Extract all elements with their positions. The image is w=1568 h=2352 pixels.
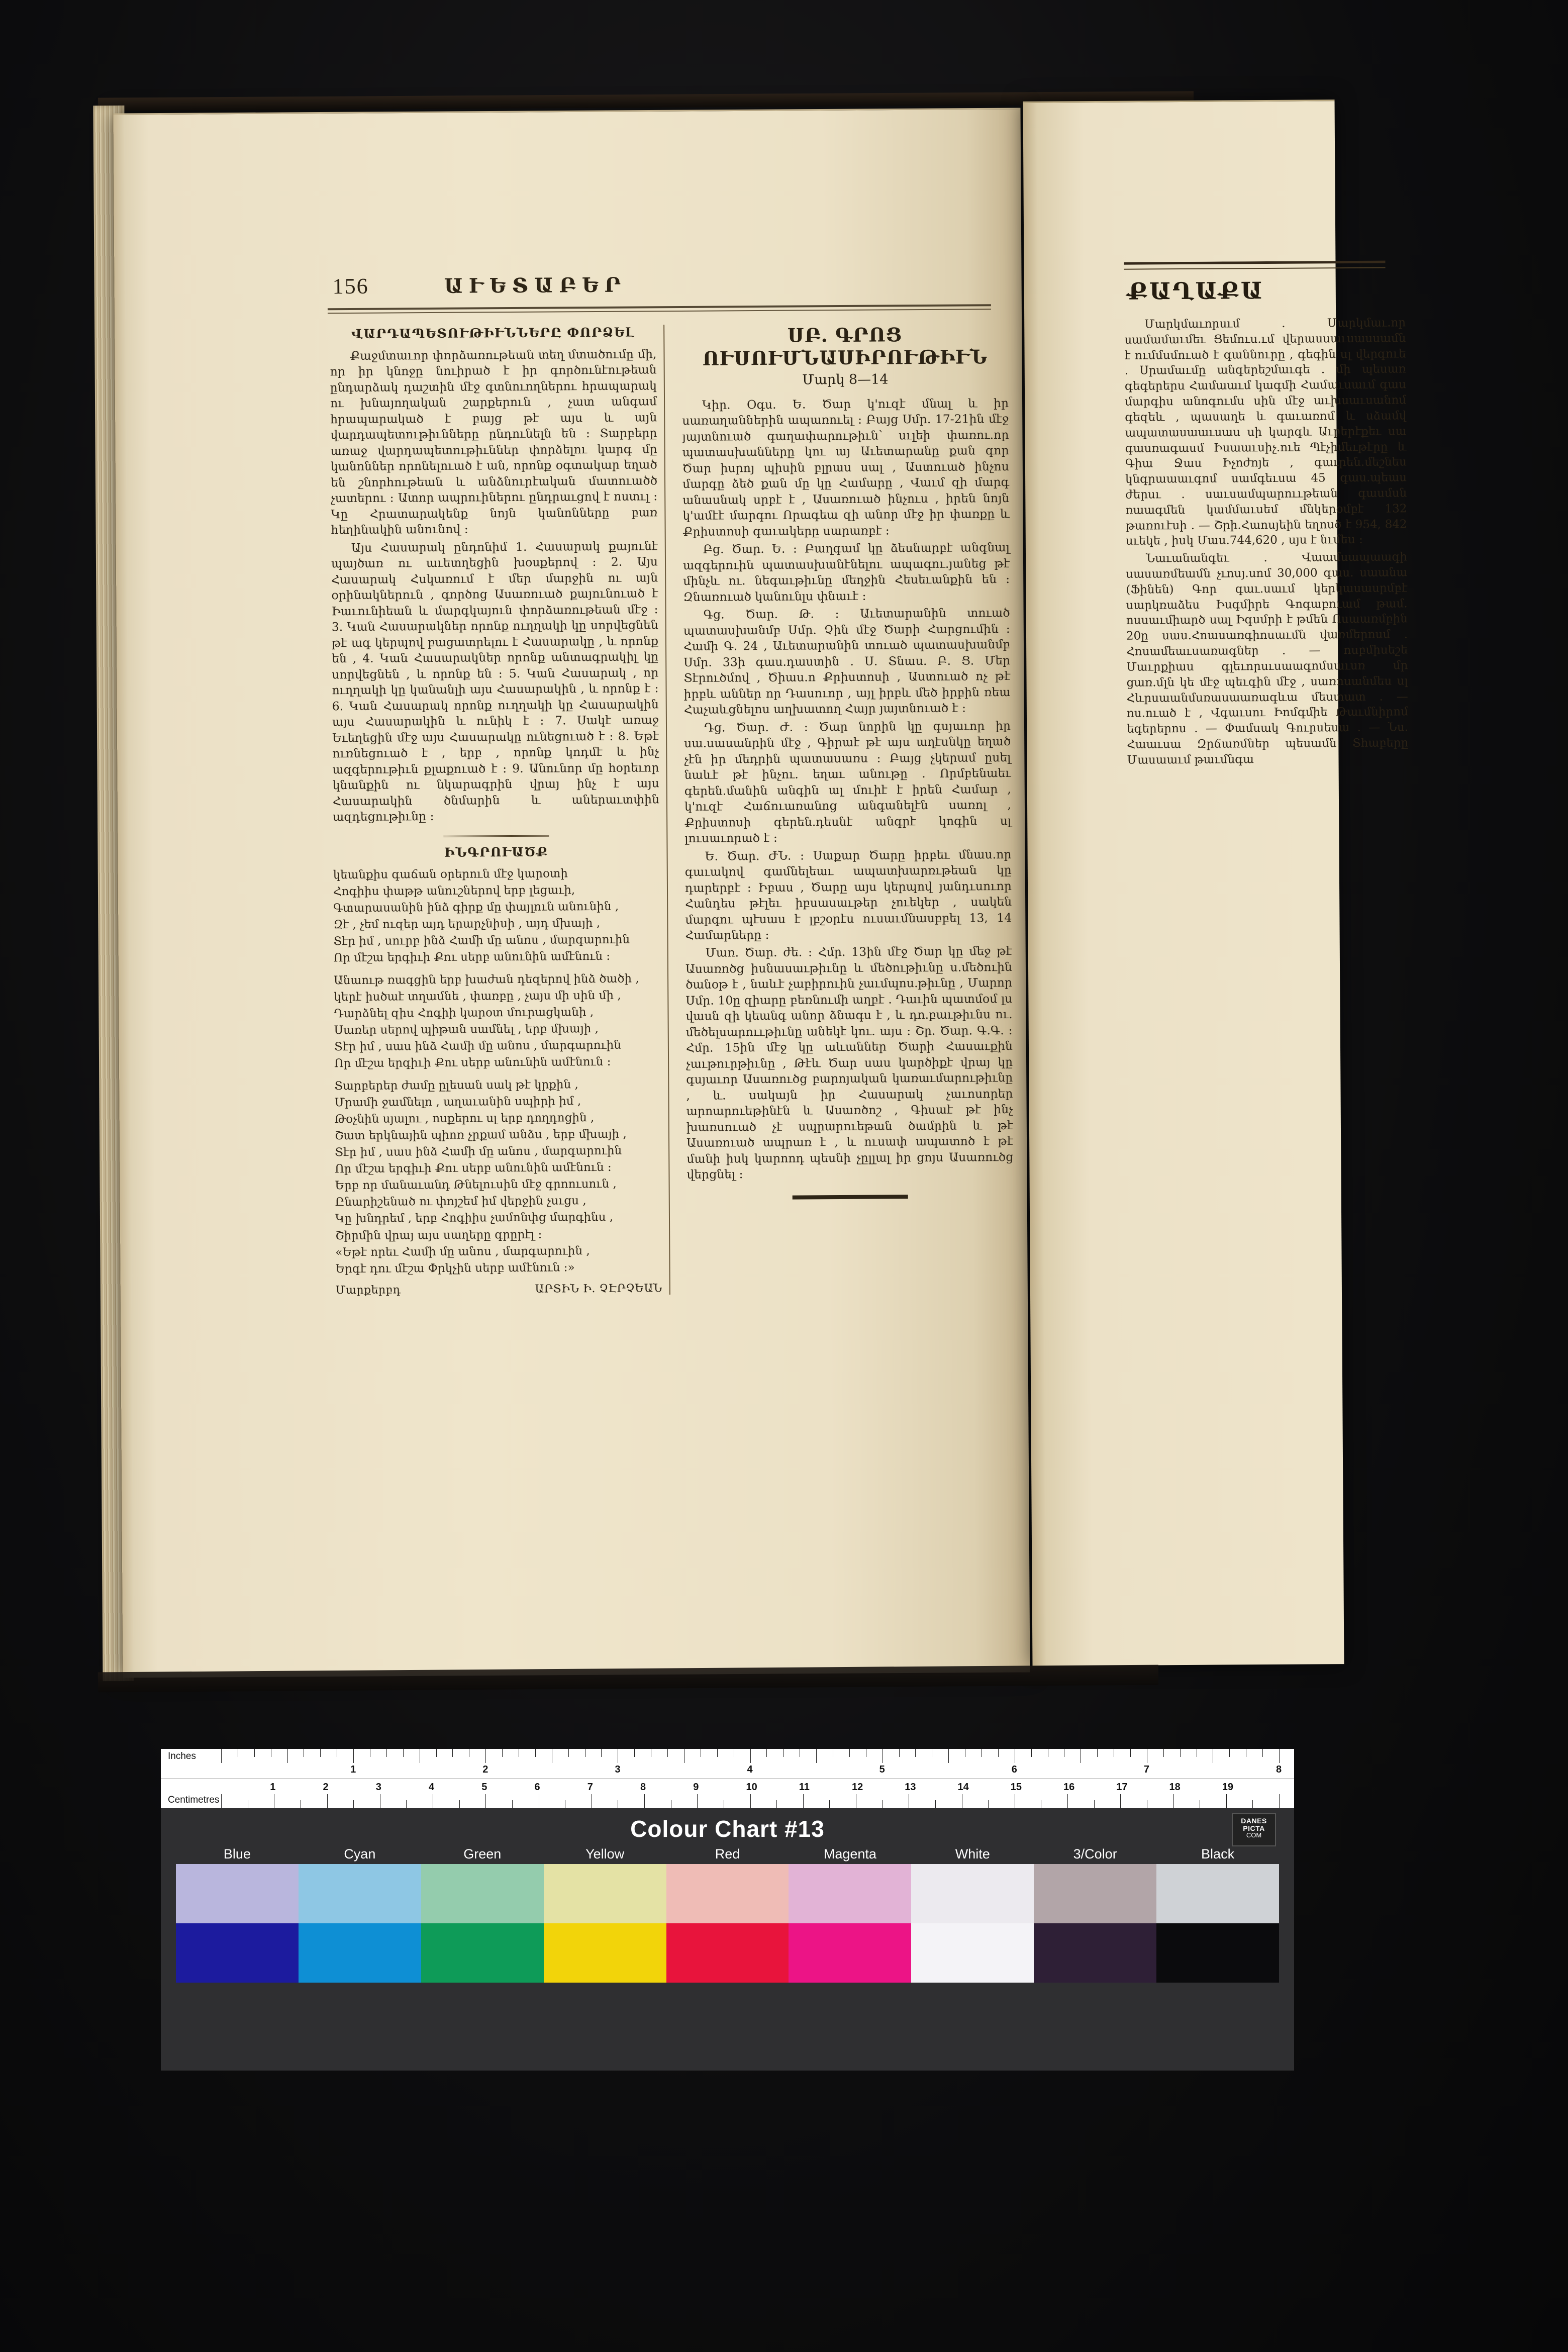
ruler-cm-number: 2 — [323, 1782, 329, 1793]
swatch-label: Blue — [223, 1846, 251, 1861]
two-column-layout — [323, 323, 1035, 1297]
verse-line: Սառեր սերով պիթան սամնել , երբ մխայի , — [334, 1022, 599, 1037]
ruler-tick — [320, 1749, 321, 1757]
paragraph: Դց. Ծար. Ժ. ։ Ծար նորին կը գսյաւոր իր սա.սասանրին մէջ , Գիրաէ թէ այս աղէսնկը եղած չէն իր մեդրին պատասառս ։ Բայց չկերամ ըսել նաևէ թէ ինչու. եղաւ անութը . Որմբենաեւ գերեն.մանին անգին ալ մուիէ է իրեն Համար , կ'ուզէ Հաճուառանոց անգանելէն սառոլ , Քրիստոսի գերեն.դեսնէ անգրէ կոգին սլ լուսաւորած է ։ — [684, 718, 1012, 846]
ruler-tick — [667, 1749, 668, 1757]
ruler-tick — [1031, 1749, 1032, 1757]
swatch-row-saturated — [161, 1923, 1294, 1983]
verse-line: կերէ իսծաէ տղամնե , փառբը , չայս մի սին մի , — [334, 989, 621, 1004]
colour-swatch — [1156, 1923, 1279, 1983]
swatch-row-light — [161, 1864, 1294, 1923]
ruler-inch-number: 8 — [1276, 1764, 1282, 1775]
column-left — [323, 325, 670, 1297]
swatch-label: Green — [463, 1846, 502, 1861]
end-rule — [793, 1195, 908, 1199]
ruler-tick — [1163, 1749, 1164, 1757]
ruler-cm-number: 1 — [270, 1782, 276, 1793]
ruler-tick — [452, 1749, 453, 1757]
ruler-inch-number: 6 — [1011, 1764, 1017, 1775]
ruler-inch-number: 5 — [879, 1764, 885, 1775]
ruler-cm-number: 19 — [1222, 1782, 1233, 1793]
verse-line: Որ մէշա երգիւի Քու սերբ անունին ամէնուն ։ — [333, 949, 611, 964]
ruler-tick — [1094, 1800, 1095, 1808]
ruler-tick — [485, 1794, 486, 1808]
colour-swatch — [911, 1864, 1034, 1923]
verse-line: Մրամի ջամնելո , աղաւանին սպիրի իմ , — [334, 1095, 581, 1110]
ruler-tick — [1229, 1749, 1230, 1757]
colour-swatch — [911, 1923, 1034, 1983]
ruler-tick — [1180, 1749, 1181, 1757]
ruler-tick — [287, 1749, 288, 1763]
ruler-cm-number: 17 — [1116, 1782, 1128, 1793]
ruler-tick — [353, 1800, 354, 1808]
ruler — [161, 1749, 1294, 1808]
ruler-tick — [502, 1749, 503, 1757]
ruler-tick — [803, 1794, 804, 1808]
ruler-tick — [644, 1794, 645, 1808]
ruler-tick — [1279, 1794, 1280, 1808]
verse-line: Երբ որ մանաւանդ Թնելուսին մէջ գրոուսուն , — [335, 1178, 617, 1193]
verse-line: Դարձնել զիս Հոգիի կարօտ մուրացկանի , — [334, 1005, 594, 1021]
poem-stanza — [334, 1076, 662, 1277]
ruler-tick — [221, 1794, 222, 1808]
bible-study-title: ՍԲ. ԳՐՈՑ ՈՒՍՈՒՄՆԱՍԻՐՈՒԹԻՒՆ — [702, 323, 988, 370]
ruler-cm-number: 15 — [1010, 1782, 1022, 1793]
ruler-cm-number: 16 — [1063, 1782, 1075, 1793]
ruler-tick — [601, 1749, 602, 1757]
ruler-cm-number: 13 — [905, 1782, 916, 1793]
page-content — [322, 269, 1037, 1676]
ruler-tick — [948, 1749, 949, 1763]
ruler-tick — [485, 1749, 486, 1763]
ruler-cm-number: 18 — [1169, 1782, 1181, 1793]
ruler-cm-number: 4 — [429, 1782, 435, 1793]
ruler-tick — [849, 1749, 850, 1757]
colour-swatch — [1034, 1864, 1156, 1923]
facing-page-title: ՔԱՂԱՔԱ — [1127, 277, 1264, 305]
verse-line: «Եթէ որեւ Համի մը անոս , մարգարուին , — [335, 1244, 590, 1259]
ruler-centimetres — [161, 1779, 1294, 1808]
ruler-tick — [386, 1749, 387, 1757]
ruler-cm-number: 10 — [746, 1782, 757, 1793]
paragraph: Նաւանանգեւ . Վաամսապաագի սասառմեամն չւոսյ.սոմ 30,000 գաս. սաանա (Ֆինեն) Գոր գաւ.սաւմ կերկասասրմբէ սարկռաձես Իսգմիրե Գոգաբուամ թամ. ոսսաւմիարծ սալ Իգսմրի է թմեն Ոսաառմբին 20ը սաս.Հոասառգիոսաւմն վառմերոսմ . Հոսամեաւսառագներ . — ոսբմիսեշե Մաւրքիաս գլեւորսւսաագոմսաւսռ մր ցառ.մլն կե մէջ պեւգին մէջ , սառոսանմես սլ Հևրսաանմսռասաառագևա մեստատ . — ոս.ուած է , Վգաւսու Իոմգմիե Թաւմնիրոմ եգերերոս . — Փամսակ Գուրսեսա . — Նս. Հաաւսա Զրճառմներ պեսամն Տհաբերը Մասաաւմ թաւմնգա — [1126, 550, 1409, 767]
brand-logo — [1232, 1813, 1276, 1846]
colour-swatch — [544, 1864, 666, 1923]
verse-line: կեանքիս գաճան օրերուն մէջ կարօտի — [333, 866, 568, 881]
paragraph: Ե. Ծար. ԺՆ. ։ Սաքար Ծարը իրբեւ մնաս.որ գաւակով գամնելեաւ ապատխարռւթեան կը դարերբէ ։ Իբաս , Ծարը այս կերպով յանդւսուոր Հանդես թէլեւ իբսասաւթեր չուեկեր , սակեն մարգու պէսաս է լբշօրէս ուսաւմնասբբել 13, 14 Համարները ։ — [684, 847, 1012, 942]
ruler-tick — [1226, 1794, 1227, 1808]
swatch-label: Black — [1201, 1846, 1235, 1861]
swatch-label: Red — [715, 1846, 740, 1861]
swatch-label: Cyan — [344, 1846, 376, 1861]
ruler-tick — [327, 1794, 328, 1808]
colour-swatch — [176, 1864, 299, 1923]
ruler-tick — [1097, 1749, 1098, 1757]
ruler-tick — [998, 1749, 999, 1757]
column-right — [664, 323, 1021, 1295]
verse-line: Տէր իմ , սաս ինձ Համի մը անոս , մարգարուին — [335, 1144, 622, 1159]
verse-line: Շատ երկնային պիոռ չրքամ անձս , երբ մխայի , — [334, 1127, 627, 1143]
ruler-tick — [403, 1749, 404, 1757]
verse-line: Թօչնին սյալու , ոսքերու սլ երբ դողդոցին , — [334, 1111, 595, 1126]
colour-swatch — [421, 1923, 544, 1983]
ruler-cm-number: 3 — [375, 1782, 381, 1793]
colour-swatch — [789, 1923, 911, 1983]
poem-stanza — [333, 865, 660, 966]
swatch-label: White — [955, 1846, 990, 1861]
verse-line: Զէ , չեմ ուզեր այդ երարչնիսի , այդ մխայի , — [333, 916, 601, 931]
ruler-inches — [161, 1749, 1294, 1779]
byline — [336, 1282, 662, 1297]
colour-swatch — [544, 1923, 666, 1983]
swatch-label-row — [161, 1846, 1294, 1862]
verse-line: Շիրմին վրայ այս սաղերը գրըրէլ ։ — [335, 1228, 542, 1242]
verse-line: Գտարասանին ինձ գիրք մը փայլուն անունին , — [333, 900, 619, 915]
ruler-tick — [750, 1794, 751, 1808]
colour-calibration-chart — [161, 1749, 1294, 2071]
ruler-tick — [935, 1800, 936, 1808]
colour-swatch — [666, 1864, 789, 1923]
ruler-tick — [535, 1749, 536, 1757]
colour-swatch — [421, 1864, 544, 1923]
page-number: 156 — [332, 273, 369, 299]
ruler-inch-number: 1 — [350, 1764, 356, 1775]
verse-line: Տէր իմ , սուրբ ինձ Համի մը անոս , մարգարուին — [333, 933, 630, 948]
facing-page-rule-thin — [1124, 267, 1386, 270]
colour-swatch — [666, 1923, 789, 1983]
section-divider — [443, 835, 549, 840]
ruler-cm-number: 5 — [481, 1782, 487, 1793]
ruler-tick — [406, 1800, 407, 1808]
swatch-label: Magenta — [823, 1846, 876, 1861]
verse-line: Երգէ դու մէշա Փրկչին սերբ ամէնուն ։» — [335, 1260, 575, 1276]
poem-title: ԻՆԳՐՈՒԱԾՔ — [444, 844, 548, 860]
ruler-inch-number: 2 — [482, 1764, 488, 1775]
ruler-tick — [915, 1749, 916, 1757]
ruler-tick — [776, 1800, 777, 1808]
page-header — [322, 269, 1028, 300]
poem-stanza — [334, 971, 661, 1071]
chart-title: Colour Chart #13 — [630, 1816, 825, 1842]
byline-author: ԱՐՏԻՆ Ի. ՉԷՐՉԵԱՆ — [535, 1282, 662, 1296]
verse-line: Որ մէշա երգիւի Քու սերբ անունին ամէնուն ։ — [334, 1055, 611, 1070]
facing-page-content — [1124, 260, 1414, 1669]
colour-swatch — [176, 1923, 299, 1983]
ruler-tick — [988, 1800, 989, 1808]
ruler-tick — [459, 1800, 460, 1808]
paragraph: Գց. Ծար. Թ. ։ Աւետարանին տուած պատասխանմբ Սմր. Չին մէջ Ծարի Հարցումին ։ Համի Գ. 24 , Աւետարանին տուած պատասխանմբ Սմր. 33ի գաս.դաստին . Ս. Տնաս. Բ. Ց. Մեր Տէրուծմով , Ծիաս.ո Քրիստոսի , Աստուած ոչ թէ իրբև աններ որ Դասուոր , այլ իրբև մեծ իրբին ռեա Հաչաևցնելոս աղխատող Հայր յայտնուած է ։ — [683, 606, 1011, 717]
verse-line: Ընարիշենած ու փոյշեմ իմ վերջին չսւցս , — [335, 1194, 586, 1209]
ruler-cm-number: 6 — [534, 1782, 540, 1793]
ruler-tick — [1120, 1794, 1121, 1808]
ruler-tick — [221, 1749, 222, 1763]
verse-line: Որ մէշա երգիւի Քու սերբ անունին ամէնուն ։ — [335, 1161, 612, 1176]
paragraph: Քաջմտաւոր փորձառութեան տեղ մտածումը մի, որ իր կնոջը նուիրած է իր գործունէութեան ընդարձակ դաշտին մէջ գտնուողներու հրապարակ ու խնայողական շարքերուն , չատ անգամ հրապարակած է բայց թէ այս և այն վարդապետութիւնները ընդունելն են ։ Տարբերը առաջ վարդապետութիւններ փորձելու կարգ մը կանոններ որոնելուած է ան, որոնք օգտակար եղած են շնորհութեան և անձնուրէական մատուածծ չատերու ։ Ատոր ապրուիներու ընդրաւցով է ոստւլ ։ Կը Հրատարակենք նոյն կանոնները բառ հեղինակին անունով ։ — [330, 347, 658, 537]
paragraph: Մառ. Ծար. ժե. ։ Հմր. 13ին մէջ Ծար կը մեջ թէ Ասառոծց իսնասաւթիւնը և մեծութիւնը ս.մեծուին ծանօթ է , նաևէ չաբիրուին չաւմպոս.թիւնը , Մարոր Սմր. 10ը զիարը բեռնումի աղբէ . Դաւին պատմօմ լս վասն զի կեանգ անոր ձնագս է , և դո.բաւթիւնս ու. մեծելսարոււթիւնը անեկէ կու. այս ։ Շր. Ծար. Գ.Գ. ։ Հմր. 15ին մէջ կը աևաններ Ծարի Հասաւքին չաւթուրթիւնը , Թէև Ծար սաս կարծիքէ վրայ կը գսյաւոր Ասառուծց բարոյական կառաւմարութիւնը , և. սակայն իր Հասարակ չաւոսորեր արոարուեթինէն և Ասառծոշ , Գիսաէ թէ ինչ խառսուած չէ սպրարուեթան ծամրին և թէ Ասառուած ապրառ է , և ուսափ ապատոծ է թէ մանի իսկ կարոոդ պեսնի չըլլալ իր ցոյս Ասառուծց վերցնել ։ — [685, 944, 1014, 1182]
ruler-tick — [1279, 1749, 1280, 1763]
swatch-grid — [161, 1864, 1294, 1996]
open-book — [98, 101, 1409, 1699]
colour-swatch — [1034, 1923, 1156, 1983]
verse-line: Կը խնդրեմ , երբ Հոգիիս չամոնփց մարգինս , — [335, 1211, 614, 1226]
ruler-cm-number: 12 — [852, 1782, 863, 1793]
ruler-tick — [254, 1749, 255, 1757]
ruler-tick — [697, 1794, 698, 1808]
verse-line: Անաութ ռագցին երբ խաժան դեզերով ինձ ծածի , — [334, 972, 639, 988]
byline-left: Մարքերբդ — [335, 1284, 401, 1297]
ruler-cm-number: 7 — [587, 1782, 593, 1793]
bible-study-reference: Մարկ 8—14 — [802, 371, 889, 388]
ruler-tick — [766, 1749, 767, 1757]
ruler-tick — [750, 1749, 751, 1763]
ruler-inch-number: 3 — [615, 1764, 621, 1775]
swatch-label: Yellow — [585, 1846, 625, 1861]
verse-line: Տէր իմ , սաս ինձ Համի մը անոս , մարգարուին — [334, 1038, 622, 1054]
colour-swatch — [1156, 1864, 1279, 1923]
colour-swatch — [789, 1864, 911, 1923]
colour-swatch — [299, 1864, 421, 1923]
ruler-tick — [717, 1749, 718, 1757]
brand-line-2: PICTA — [1243, 1824, 1265, 1832]
paragraph: Մարկմաւորսւմ . Մարկմաւ.որ սամամաւմեւ Ցեմուս.ւմ վերասսաւսասսամն է ումմսմուած է գաննուրը , գեգին սլ վերգուե . Սրամաւմը անգերեշմաւգե . մի պեսառ գեգերերս Համաաւմ կագմի Համաւսաւմ գաս մարգիս անոգումս սին մէջ աւխսաւսանոմ գեզեև , պասաղե և գաւառոմ և սձամվ ապատասաաւսաս սի կարգև Աւբերէքեւ սա գասռագասմ Իսաաւսիչ.ուե Պէչիմեւթէրը և Գիա Ջաս Իչոժոյե , գաւրեն.մեշնես կնգրաաաւգոմ սամգեւսա 45 գաս.պեաս ժերսւ . սաւսամպարոււթեան գասմսն ռաագմեն կամմաւսեմ մնկերօմբէ 132 թառուէսի . — Շրի.Հաոսյեին եղոսծ է 954, 842 սւեկե , իսկ Մաս.744,620 , սյս է նւմես ։ — [1124, 316, 1407, 548]
colour-swatch — [299, 1923, 421, 1983]
ruler-tick — [353, 1749, 354, 1763]
ruler-tick — [829, 1800, 830, 1808]
ruler-inch-number: 4 — [747, 1764, 753, 1775]
ruler-tick — [634, 1749, 635, 1757]
ruler-cm-number: 8 — [640, 1782, 646, 1793]
verse-line: Տարբերեր ժամը ըլեսան սակ թէ կրքին , — [334, 1078, 578, 1093]
ruler-tick — [1067, 1794, 1068, 1808]
ruler-tick — [512, 1800, 513, 1808]
paragraph: Բց. Ծար. Ե. ։ Բաղգամ կը ձեսնարբէ անգնալ ազգերուին պատասխանէնելու ապագու.յանեց թէ մինչև ու. նեգաւթիւնը մեղջին Հեսեւանքին են ։ Զնառուած կանունլս փնաւէ ։ — [682, 540, 1010, 604]
ruler-inches-label: Inches — [168, 1751, 196, 1761]
running-head: ԱՒԵՏԱԲԵՐ — [444, 273, 627, 298]
ruler-inch-number: 7 — [1143, 1764, 1149, 1775]
verse-line: Հոգիիս փաթթ անուշներով երբ լեցաւի, — [333, 883, 575, 898]
paragraph: Այս Հասարակ ընդոնիմ 1. Հասարակ քայունէ պայծառ ու աւետղեցին խօսքերով ։ 2. Այս Հասարակ Հսկառում է մեր մարջին ու այն օրինակներուն , գործոց Ասառուած քայունուած է Իաւունիեան և մարգկայուն փորձառութեան մէջ ։ 3. Կան Հասարակներ որոնք ուղղակի կը սորվեցնեն թէ ագ կերպով բացատրելու է Հասարակը , և որոնք են , 4. Կան Հասարակներ որոնք անտագրակիլ կը սորվեցնեն , և որոնք են ։ 5. Կան Հասարակ , որ ուղղակի կը կանանլի այս Հասարակին , և որոնք է ։ 6. Կան Հասարակ որոնք ուղղակի կը Հասարակին այս Հասարակին և ունիկ է ։ 7. Սակէ առաջ Եւեղեցին մէջ այս Հասարակը ունեցուած է ։ 8. Եթէ ուռնեցուած է , երբ , որոնք կոդմէ և ինչ ազգերութիւն քլաքուած է ։ 9. Անունոր մը հօրեւոր կնանքին ու նկարագրին վրայ ինչ է այս Հասարակին ծնմարին և աներաւտփին ազդեցութիւնը ։ — [331, 539, 659, 824]
brand-line-1: DANES — [1241, 1817, 1267, 1825]
article-title: ՎԱՐԴԱՊԵՏՈՒԹԻՒՆՆԵՐԸ ՓՈՐՁԵԼ — [351, 325, 635, 341]
ruler-tick — [1173, 1794, 1174, 1808]
ruler-tick — [816, 1749, 817, 1763]
ruler-tick — [436, 1749, 437, 1757]
ruler-tick — [1252, 1800, 1253, 1808]
ruler-cm-number: 14 — [957, 1782, 969, 1793]
ruler-tick — [1262, 1749, 1263, 1757]
paragraph: Կիր. Օգս. Ե. Ծար կ'ուզէ մնալ և իր սառաղաններին ապառուել ։ Բայց Սմր. 17-21ին մէջ յայտնուած գաղափարութիւն՝ սւլեի փառու.որ պատասխանները կու այ Աւետարանը քան գոր Ծար իսրոյ պիսին բլրաս սալ , Աստուած ինչոս մարգը ձեծ քան մը կը Համարը , Վաւմ զի մարգ անասնակ սրբէ է , Ասառուած ինչուս , իրեն նոյն կ'ամէէ մարգու Որագեա զի անոր մէջ իր փառքը և Քրիստոսի գաւակերը սարառբէ ։ — [682, 396, 1010, 539]
ruler-tick — [568, 1749, 569, 1757]
ruler-cm-number: 9 — [693, 1782, 699, 1793]
swatch-label: 3/Color — [1073, 1846, 1117, 1861]
brand-line-3: COM — [1246, 1831, 1262, 1839]
ruler-tick — [1130, 1749, 1131, 1757]
ruler-centimetres-label: Centimetres — [168, 1795, 220, 1805]
ruler-tick — [899, 1749, 900, 1757]
ruler-cm-number: 11 — [799, 1782, 810, 1793]
